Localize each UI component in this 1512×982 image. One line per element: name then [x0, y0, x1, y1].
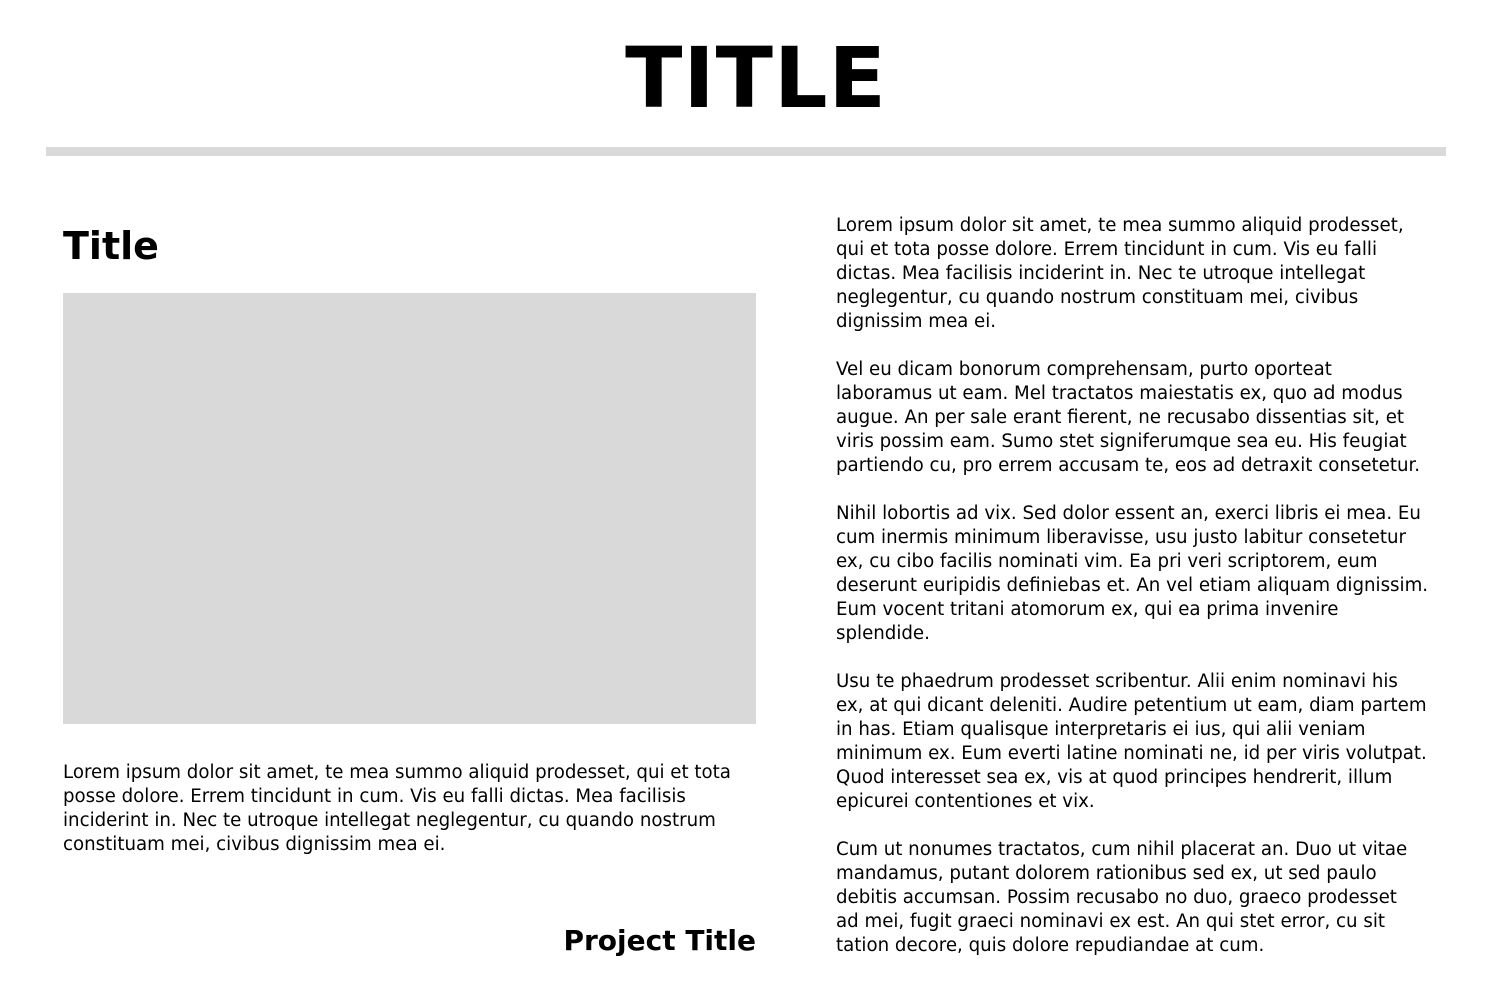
body-text-column	[836, 214, 1448, 982]
project-title: Project Title	[563, 924, 756, 957]
paragraph-line: epicurei contentiones et vix.	[836, 791, 1095, 812]
paragraph-line: minimum ex. Eum everti latine nominati ne, id per viris volutpat.	[836, 743, 1427, 764]
caption-line: posse dolore. Errem tincidunt in cum. Vis eu falli dictas. Mea facilisis	[63, 786, 686, 807]
paragraph-line: qui et tota posse dolore. Errem tincidunt in cum. Vis eu falli	[836, 239, 1378, 260]
paragraph-line: cum inermis minimum liberavisse, usu justo labitur consetetur	[836, 527, 1406, 548]
header-divider	[46, 147, 1446, 156]
body-paragraph	[836, 838, 1448, 958]
body-paragraph	[836, 214, 1448, 334]
paragraph-line: mandamus, putant dolorem rationibus sed ex, ut sed paulo	[836, 863, 1377, 884]
paragraph-line: ad mei, fugit graeci nominavi ex est. An qui stet error, cu sit	[836, 911, 1386, 932]
image-placeholder	[63, 293, 756, 724]
paragraph-line: dictas. Mea facilisis inciderint in. Nec te utroque intellegat	[836, 263, 1366, 284]
body-paragraph	[836, 358, 1448, 478]
caption-line: Lorem ipsum dolor sit amet, te mea summo aliquid prodesset, qui et tota	[63, 762, 731, 783]
paragraph-line: in has. Etiam qualisque interpretaris ei ius, qui alii veniam	[836, 719, 1366, 740]
image-caption	[63, 761, 763, 857]
paragraph-line: Vel eu dicam bonorum comprehensam, purto oporteat	[836, 359, 1332, 380]
paragraph-line: Nihil lobortis ad vix. Sed dolor essent an, exerci libris ei mea. Eu	[836, 503, 1421, 524]
body-paragraph	[836, 502, 1448, 646]
paragraph-line: Usu te phaedrum prodesset scribentur. Alii enim nominavi his	[836, 671, 1398, 692]
body-paragraph	[836, 670, 1448, 814]
paragraph-line: splendide.	[836, 623, 930, 644]
paragraph-line: ex, cu cibo facilis nominati vim. Ea pri veri scriptorem, eum	[836, 551, 1378, 572]
paragraph-line: viris possim eam. Sumo stet signiferumque sea eu. His feugiat	[836, 431, 1407, 452]
caption-line: constituam mei, civibus dignissim mea ei.	[63, 834, 446, 855]
paragraph-line: augue. An per sale erant fierent, ne recusabo dissentias sit, et	[836, 407, 1405, 428]
paragraph-line: Cum ut nonumes tractatos, cum nihil placerat an. Duo ut vitae	[836, 839, 1408, 860]
paragraph-line: tation decore, quis dolore repudiandae at cum.	[836, 935, 1265, 956]
paragraph-line: neglegentur, cu quando nostrum constituam mei, civibus	[836, 287, 1359, 308]
paragraph-line: deserunt euripidis definiebas et. An vel etiam aliquam dignissim.	[836, 575, 1429, 596]
paragraph-line: partiendo cu, pro errem accusam te, eos ad detraxit consetetur.	[836, 455, 1421, 476]
paragraph-line: Lorem ipsum dolor sit amet, te mea summo aliquid prodesset,	[836, 215, 1404, 236]
paragraph-line: ex, at qui dicant deleniti. Audire petentium ut eam, diam partem	[836, 695, 1427, 716]
page-title: TITLE	[625, 29, 887, 127]
paragraph-line: dignissim mea ei.	[836, 311, 997, 332]
paragraph-line: Eum vocent tritani atomorum ex, qui ea prima invenire	[836, 599, 1339, 620]
paragraph-line: laboramus ut eam. Mel tractatos maiestatis ex, quo ad modus	[836, 383, 1403, 404]
section-heading: Title	[63, 224, 159, 268]
paragraph-line: debitis accumsan. Possim recusabo no duo, graeco prodesset	[836, 887, 1397, 908]
paragraph-line: Quod interesset sea ex, vis at quod principes hendrerit, illum	[836, 767, 1393, 788]
caption-line: inciderint in. Nec te utroque intellegat neglegentur, cu quando nostrum	[63, 810, 716, 831]
